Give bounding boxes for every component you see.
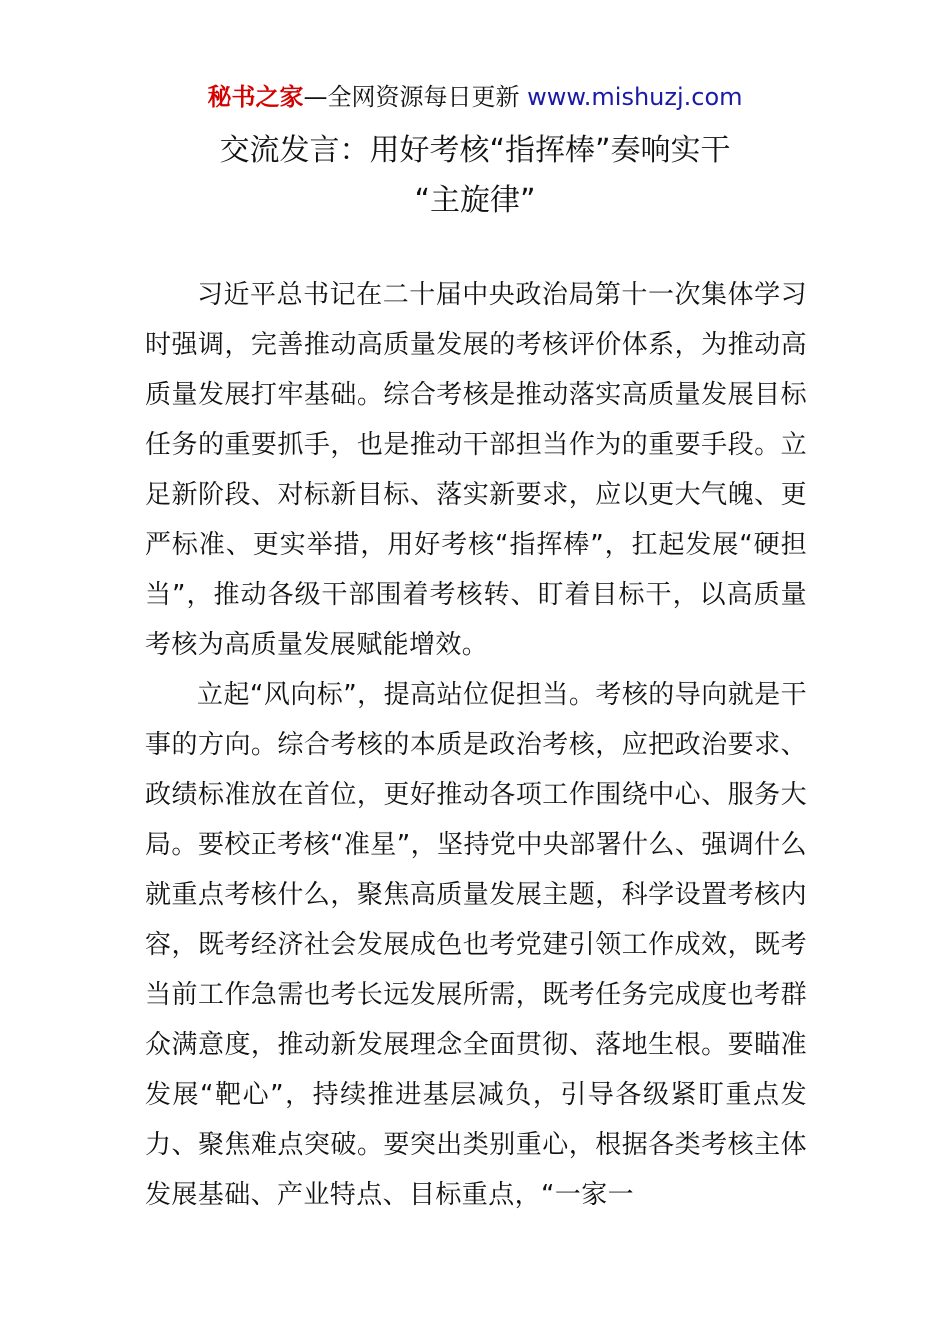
site-tagline: —全网资源每日更新 <box>303 83 528 111</box>
document-title <box>0 126 950 226</box>
site-url-link[interactable]: www.mishuzj.com <box>527 83 743 111</box>
site-brand: 秘书之家 <box>207 83 304 111</box>
body-paragraph-2: 立起“风向标”，提高站位促担当。考核的导向就是干事的方向。综合考核的本质是政治考核，应把政治要求、政绩标准放在首位，更好推动各项工作围绕中心、服务大局。要校正考核“准星”，坚持党中央部署什么、强调什么就重点考核什么，聚焦高质量发展主题，科学设置考核内容，既考经济社会发展成色也考党建引领工作成效，既考当前工作急需也考长远发展所需，既考任务完成度也考群众满意度，推动新发展理念全面贯彻、落地生根。要瞄准发展“靶心”，持续推进基层减负，引导各级紧盯重点发力、聚焦难点突破。要突出类别重心，根据各类考核主体发展基础、产业特点、目标重点，“一家一 <box>145 680 807 1210</box>
document-title-line-2: “主旋律” <box>414 183 536 218</box>
document-title-line-1: 交流发言：用好考核“指挥棒”奏响实干 <box>219 133 731 168</box>
body-paragraph-1: 习近平总书记在二十届中央政治局第十一次集体学习时强调，完善推动高质量发展的考核评价体系，为推动高质量发展打牢基础。综合考核是推动落实高质量发展目标任务的重要抓手，也是推动干部担当作为的重要手段。立足新阶段、对标新目标、落实新要求，应以更大气魄、更严标准、更实举措，用好考核“指挥棒”，扛起发展“硬担当”，推动各级干部围着考核转、盯着目标干，以高质量考核为高质量发展赋能增效。 <box>145 280 807 660</box>
document-body <box>145 270 807 1220</box>
site-header <box>0 80 950 114</box>
